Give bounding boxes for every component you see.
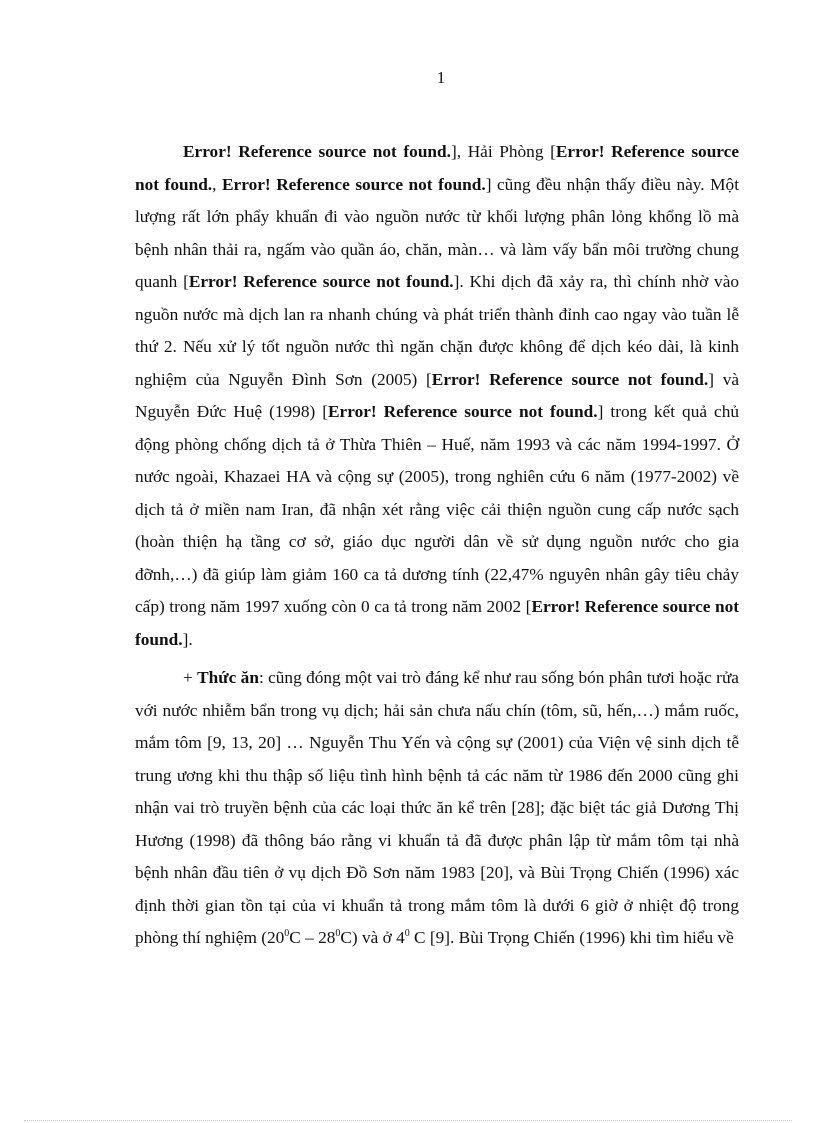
text-run: + [183, 668, 198, 687]
text-run: ] và Nguyễn Đức Huệ (1998) [ [135, 369, 740, 421]
text-run: C) và ở 4 [340, 928, 405, 947]
reference-error: Error! Reference source not found. [328, 402, 598, 421]
text-run: ], Hải Phòng [ [450, 142, 556, 161]
text-run: C [9]. Bùi Trọng Chiến (1996) khi tìm hiểu về [409, 928, 734, 947]
text-run: C – 28 [289, 928, 336, 947]
reference-error: Error! Reference source not found. [222, 174, 486, 194]
text-run: ] cũng đều nhận thấy điều này. Một lượng rất lớn phẩy khuẩn đi vào nguồn nước từ khối lượng phân lỏng khổng lồ mà bệnh nhân thải ra, ngấm vào quần áo, chăn, màn… và làm vấy bẩn môi trường chung quanh [ [135, 174, 739, 291]
section-heading-food: Thức ăn [197, 668, 259, 687]
text-run: ] trong kết quả chủ động phòng chống dịch tả ở Thừa Thiên – Huế, năm 1993 và các năm 1994-1997. Ở nước ngoài, Khazaei HA và cộng sự (2005), trong nghiên cứu 6 năm (1977-2002) về dịch tả ở miền nam Iran, đã nhận xét rằng việc cải thiện nguồn cung cấp nước sạch (hoàn thiện hạ tầng cơ sở, giáo dục người dân về sử dụng nguồn nước cho gia đỡnh,…) đã giúp làm giảm 160 ca tả dương tính (22,47% nguyên nhân gây tiêu chảy cấp) trong năm 1997 xuống còn 0 ca tả trong năm 2002 [ [135, 402, 740, 616]
paragraph-water-source [135, 136, 739, 656]
degree-superscript: 0 [404, 928, 410, 939]
degree-superscript: 0 [335, 928, 341, 939]
reference-error: Error! Reference source not found. [188, 272, 454, 291]
text-run: , [212, 174, 223, 194]
text-run: : cũng đóng một vai trò đáng kể như rau sống bón phân tươi hoặc rửa với nước nhiễm bẩn trong vụ dịch; hải sản chưa nấu chín (tôm, sũ, hến,…) mắm ruốc, mắm tôm [9, 13, 20] … Nguyễn Thu Yến và cộng sự (2001) của Viện vệ sinh dịch tễ trung ương khi thu thập số liệu tình hình bệnh tả các năm từ 1986 đến 2000 cũng ghi nhận vai trò truyền bệnh của các loại thức ăn kể trên [28]; đặc biệt tác giả Dương Thị Hương (1998) đã thông báo rằng vi khuẩn tả đã được phân lập từ mắm tôm tại nhà bệnh nhân đầu tiên ở vụ dịch Đồ Sơn năm 1983 [20], và Bùi Trọng Chiến (1996) xác định thời gian tồn tại của vi khuẩn tả trong mắm tôm là dưới 6 giờ ở nhiệt độ trong phòng thí nghiệm (20 [135, 668, 739, 947]
text-run: ]. Khi dịch đã xảy ra, thì chính nhờ vào nguồn nước mà dịch lan ra nhanh chúng và phát triển thành đỉnh cao ngay vào tuần lễ thứ 2. Nếu xử lý tốt nguồn nước thì ngăn chặn được không để dịch kéo dài, là kinh nghiệm của Nguyễn Đình Sơn (2005) [ [135, 272, 740, 389]
degree-superscript: 0 [284, 928, 290, 939]
reference-error: Error! Reference source not found. [183, 142, 451, 161]
page-bottom-divider [24, 1120, 792, 1121]
body-text [135, 136, 739, 955]
reference-error: Error! Reference source not found. [135, 597, 739, 649]
text-run: ]. [182, 629, 193, 649]
paragraph-food [135, 662, 739, 955]
reference-error: Error! Reference source not found. [135, 142, 740, 194]
page-number: 1 [436, 68, 446, 87]
reference-error: Error! Reference source not found. [431, 369, 709, 389]
